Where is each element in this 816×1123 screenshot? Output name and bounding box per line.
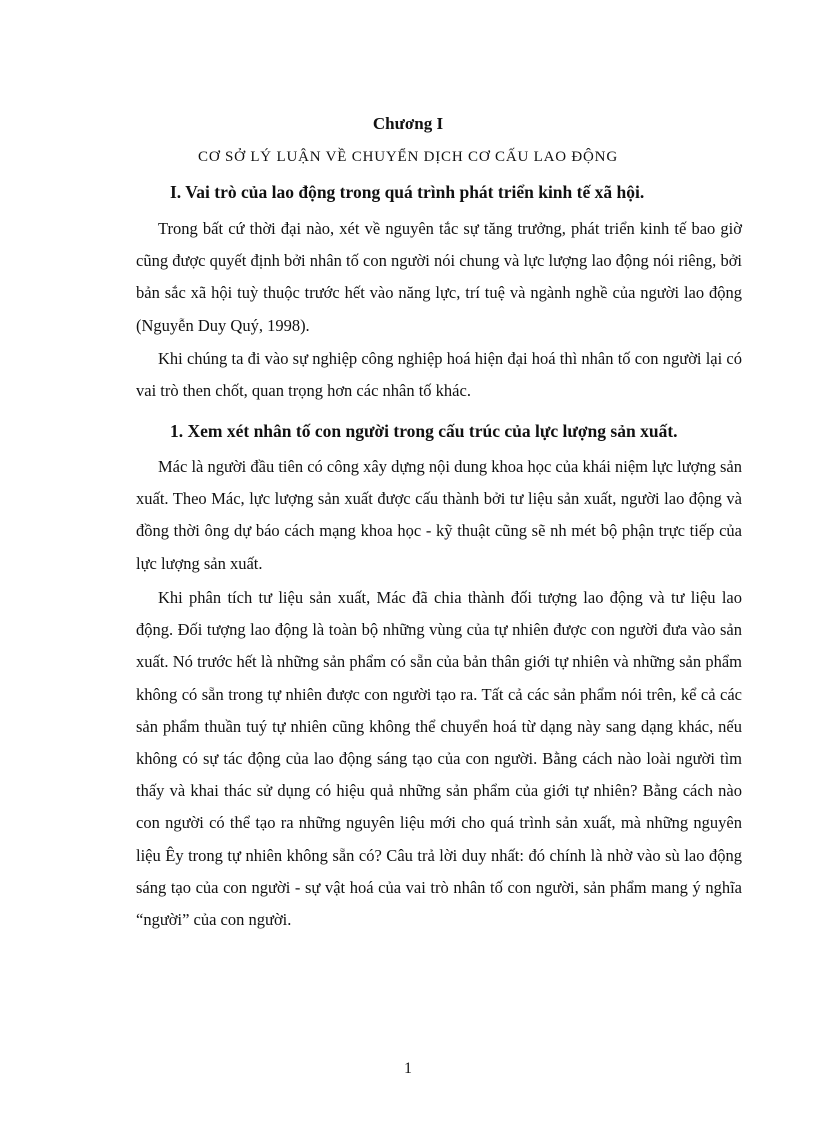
chapter-label: Chương I (372, 114, 444, 133)
chapter-title: CƠ SỞ LÝ LUẬN VỀ CHUYỂN DỊCH CƠ CẤU LAO ĐỘNG (198, 149, 618, 165)
paragraph-4: Khi phân tích tư liệu sản xuất, Mác đã chia thành đối tượng lao động và tư liệu lao động. Đối tượng lao động là toàn bộ những vùng của tự nhiên được con người đưa vào sản xuất. Nó trước hết là những sản phẩm có sẵn của bản thân giới tự nhiên và những sản phẩm không có sẵn trong tự nhiên được con người tạo ra. Tất cả các sản phẩm nói trên, kể cả các sản phẩm thuần tuý tự nhiên cũng không thể chuyển hoá từ dạng này sang dạng khác, nếu không có sự tác động của lao động sáng tạo của con người. Bằng cách nào loài người tìm thấy và khai thác sử dụng có hiệu quả những sản phẩm của giới tự nhiên? Bằng cách nào con người có thể tạo ra những nguyên liệu mới cho quá trình sản xuất, mà những nguyên liệu Êy trong tự nhiên không sẵn có? Câu trả lời duy nhất: đó chính là nhờ vào sù lao động sáng tạo của con người - sự vật hoá của vai trò nhân tố con người, sản phẩm mang ý nghĩa “người” của con người. (136, 588, 742, 930)
page-number: 1 (404, 1060, 412, 1077)
subsection-heading: 1. Xem xét nhân tố con người trong cấu trúc của lực lượng sản xuất. (170, 421, 678, 441)
paragraph-2: Khi chúng ta đi vào sự nghiệp công nghiệp hoá hiện đại hoá thì nhân tố con người lại có vai trò then chốt, quan trọng hơn các nhân tố khác. (136, 349, 742, 401)
section-heading: I. Vai trò của lao động trong quá trình phát triển kinh tế xã hội. (170, 182, 645, 202)
paragraph-1: Trong bất cứ thời đại nào, xét về nguyên tắc sự tăng trưởng, phát triển kinh tế bao giờ cũng được quyết định bởi nhân tố con người nói chung và lực lượng lao động nói riêng, bởi bản sắc xã hội tuỳ thuộc trước hết vào năng lực, trí tuệ và ngành nghề của người lao động (Nguyễn Duy Quý, 1998). (136, 219, 742, 335)
paragraph-3: Mác là người đầu tiên có công xây dựng nội dung khoa học của khái niệm lực lượng sản xuất. Theo Mác, lực lượng sản xuất được cấu thành bởi tư liệu sản xuất, người lao động và đồng thời ông dự báo cách mạng khoa học - kỹ thuật cũng sẽ nh mét bộ phận trực tiếp của lực lượng sản xuất. (136, 457, 742, 573)
